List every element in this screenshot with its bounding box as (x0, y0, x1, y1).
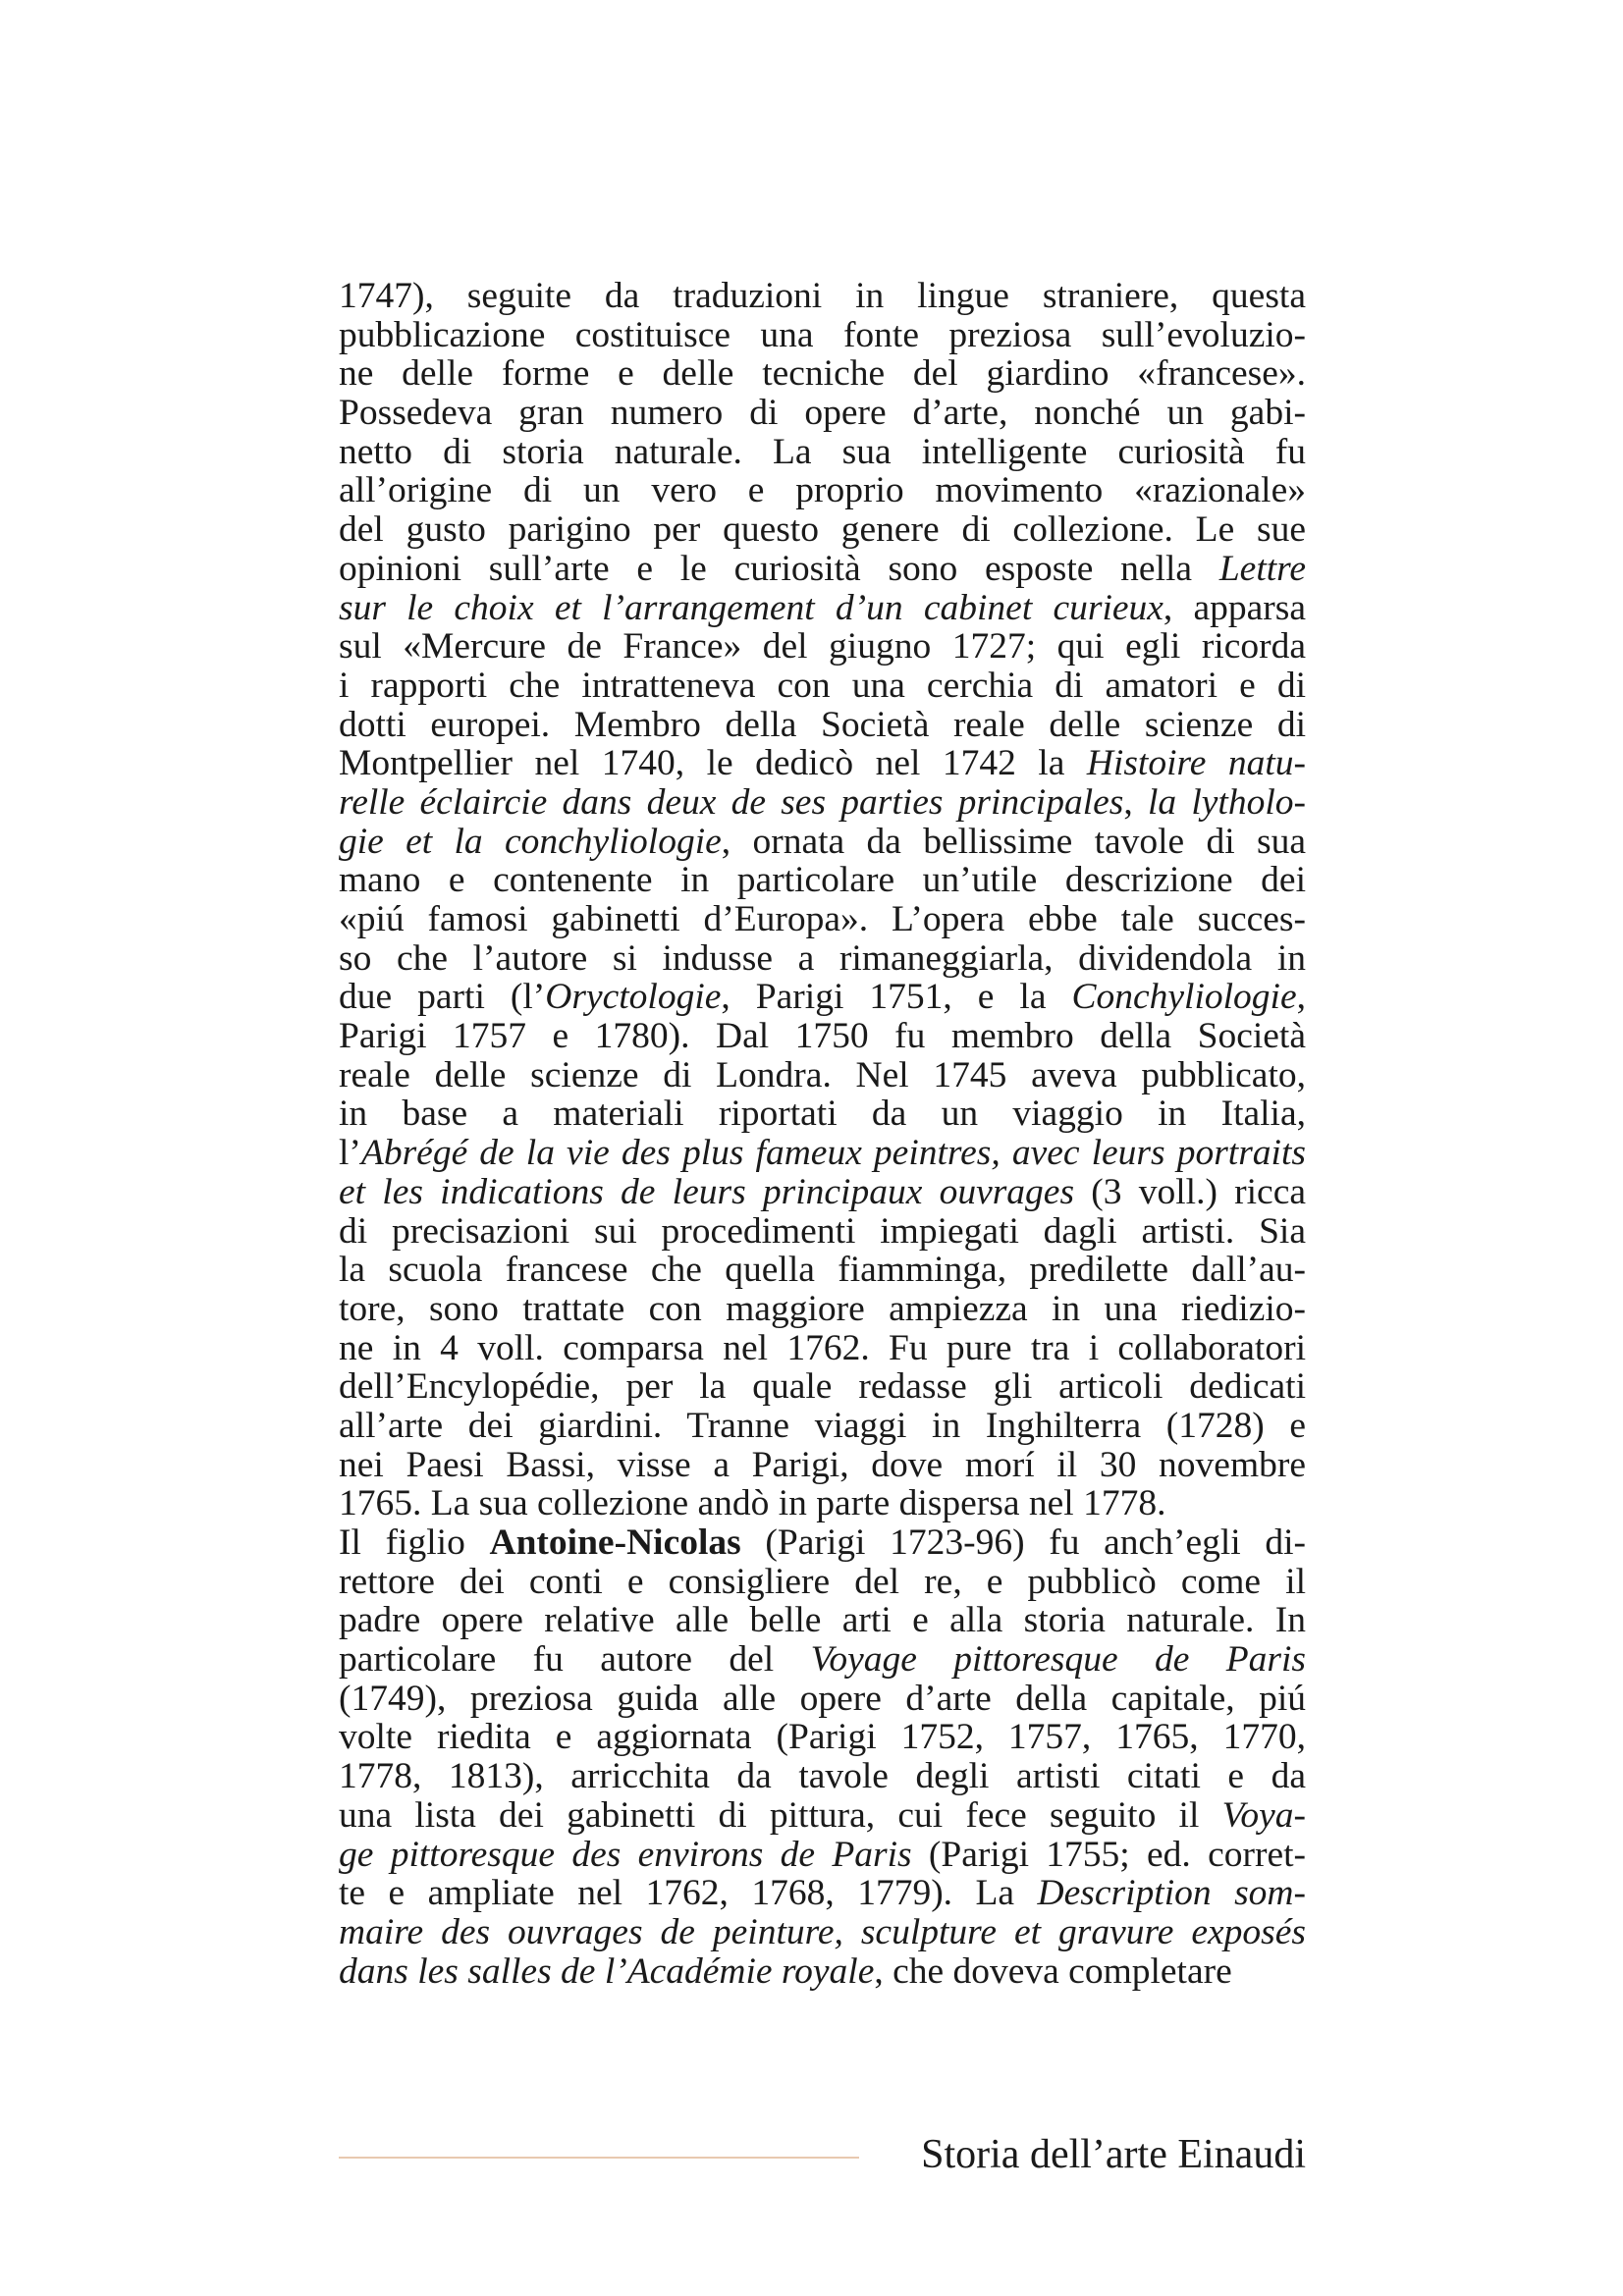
text-segment: (Parigi 1723-96) fu anch’egli di- (740, 1523, 1306, 1563)
text-line (339, 550, 1306, 589)
text-line (339, 1095, 1306, 1134)
text-line (339, 1134, 1306, 1173)
text-line (339, 783, 1306, 823)
italic-title: Conchyliologie (1071, 978, 1297, 1018)
text-segment: , (1123, 782, 1148, 823)
footer-rule (339, 2157, 859, 2159)
text-segment: nei Paesi Bassi, visse a Parigi, dove morí il 30 novembre (339, 1445, 1306, 1485)
text-segment: , che doveva completare (874, 1951, 1232, 1992)
text-line (339, 1757, 1306, 1796)
text-segment: te e ampliate nel 1762, 1768, 1779). La (339, 1874, 1038, 1913)
text-segment: 1747), seguite da traduzioni in lingue straniere, questa (339, 277, 1306, 316)
text-line (339, 1563, 1306, 1602)
body-text (339, 277, 1306, 1991)
text-line (339, 667, 1306, 706)
text-line (339, 394, 1306, 433)
text-segment: del gusto parigino per questo genere di collezione. Le sue (339, 510, 1306, 550)
text-line (339, 589, 1306, 628)
text-line (339, 1601, 1306, 1640)
text-line (339, 1680, 1306, 1719)
text-line (339, 978, 1306, 1017)
italic-title: Description som- (1037, 1874, 1306, 1913)
text-segment: ne delle forme e delle tecniche del giardino «francese». (339, 354, 1306, 395)
text-segment: i rapporti che intratteneva con una cerchia di amatori e di (339, 666, 1306, 706)
text-line (339, 1056, 1306, 1095)
text-segment: netto di storia naturale. La sua intelligente curiosità fu (339, 432, 1306, 472)
text-line (339, 900, 1306, 939)
italic-title: Abrégé de la vie des plus fameux peintres, avec leurs portraits (360, 1134, 1306, 1173)
text-line (339, 939, 1306, 979)
text-segment: Montpellier nel 1740, le dedicò nel 1742 la (339, 744, 1087, 783)
text-segment: «piú famosi gabinetti d’Europa». L’opera ebbe tale succes- (339, 900, 1306, 939)
text-line (339, 1718, 1306, 1757)
text-line (339, 1212, 1306, 1252)
text-line (339, 471, 1306, 510)
text-line (339, 1173, 1306, 1212)
text-line (339, 1874, 1306, 1913)
text-segment: (Parigi 1755; ed. corret- (911, 1835, 1306, 1875)
text-line (339, 1446, 1306, 1485)
text-line (339, 1407, 1306, 1446)
text-line (339, 861, 1306, 900)
text-segment: particolare fu autore del (339, 1640, 811, 1680)
text-segment: mano e contenente in particolare un’utile descrizione dei (339, 861, 1306, 900)
text-segment: volte riedita e aggiornata (Parigi 1752, 1757, 1765, 1770, (339, 1718, 1306, 1758)
text-line (339, 1523, 1306, 1563)
italic-title: Oryctologie (545, 978, 722, 1018)
page-footer (339, 2130, 1306, 2179)
text-segment: l’ (339, 1134, 361, 1173)
text-segment: la scuola francese che quella fiamminga, predilette dall’au- (339, 1251, 1306, 1290)
text-line (339, 1329, 1306, 1368)
italic-title: gie et la conchyliologie (339, 822, 722, 862)
text-segment: , Parigi 1751, e la (721, 978, 1072, 1018)
text-line (339, 744, 1306, 783)
text-segment: di precisazioni sui procedimenti impiegati dagli artisti. Sia (339, 1211, 1306, 1252)
text-line (339, 1484, 1306, 1523)
text-segment: pubblicazione costituisce una fonte preziosa sull’evoluzio- (339, 315, 1306, 355)
text-segment: dotti europei. Membro della Società reale delle scienze di (339, 705, 1306, 745)
italic-title: Voyage pittoresque de Paris (810, 1640, 1306, 1680)
text-line (339, 706, 1306, 745)
italic-title: Histoire natu- (1086, 744, 1306, 783)
footer-title: Storia dell’arte Einaudi (921, 2132, 1306, 2177)
text-line (339, 1796, 1306, 1836)
text-segment: sul «Mercure de France» del giugno 1727; qui egli ricorda (339, 627, 1306, 667)
text-segment: rettore dei conti e consigliere del re, e pubblicò come il (339, 1562, 1306, 1602)
text-segment: , (1296, 978, 1306, 1018)
bold-name: Antoine-Nicolas (489, 1523, 741, 1563)
text-segment: so che l’autore si indusse a rimaneggiarla, dividendola in (339, 938, 1306, 979)
italic-title: maire des ouvrages de peinture, sculpture et gravure exposés (339, 1912, 1306, 1952)
text-segment: ne in 4 voll. comparsa nel 1762. Fu pure tra i collaboratori (339, 1328, 1306, 1368)
text-segment: opinioni sull’arte e le curiosità sono esposte nella (339, 549, 1219, 589)
italic-title: sur le choix et l’arrangement d’un cabinet curieux (339, 588, 1163, 628)
text-line (339, 1913, 1306, 1952)
text-line (339, 316, 1306, 355)
text-line (339, 1836, 1306, 1875)
text-line (339, 354, 1306, 394)
text-line (339, 433, 1306, 472)
text-segment: due parti (l’ (339, 978, 546, 1018)
text-line (339, 1640, 1306, 1680)
text-segment: 1765. La sua collezione andò in parte dispersa nel 1778. (339, 1484, 1166, 1523)
text-line (339, 1251, 1306, 1290)
italic-title: dans les salles de l’Académie royale (339, 1951, 875, 1992)
text-segment: all’arte dei giardini. Tranne viaggi in Inghilterra (1728) e (339, 1406, 1306, 1446)
text-line (339, 1952, 1306, 1992)
text-segment: tore, sono trattate con maggiore ampiezza in una riedizio- (339, 1289, 1306, 1329)
text-segment: Il figlio (339, 1523, 490, 1563)
text-segment: padre opere relative alle belle arti e alla storia naturale. In (339, 1601, 1306, 1641)
text-segment: Possedeva gran numero di opere d’arte, nonché un gabi- (339, 394, 1306, 433)
text-line (339, 510, 1306, 550)
text-segment: reale delle scienze di Londra. Nel 1745 aveva pubblicato, (339, 1055, 1306, 1095)
text-segment: , ornata da bellissime tavole di sua (721, 822, 1306, 862)
text-line (339, 1290, 1306, 1329)
italic-title: ge pittoresque des environs de Paris (339, 1835, 912, 1875)
text-line (339, 1017, 1306, 1056)
text-line (339, 823, 1306, 862)
text-segment: Parigi 1757 e 1780). Dal 1750 fu membro della Società (339, 1017, 1306, 1056)
text-segment: (3 voll.) ricca (1074, 1172, 1306, 1212)
italic-title: et les indications de leurs principaux ouvrages (339, 1172, 1075, 1212)
text-segment: una lista dei gabinetti di pittura, cui fece seguito il (339, 1795, 1222, 1836)
text-line (339, 277, 1306, 316)
italic-title: Lettre (1218, 549, 1306, 589)
italic-title: la lytholo- (1147, 782, 1306, 823)
text-segment: dell’Encylopédie, per la quale redasse gli articoli dedicati (339, 1367, 1306, 1407)
text-segment: in base a materiali riportati da un viaggio in Italia, (339, 1095, 1306, 1135)
italic-title: relle éclaircie dans deux de ses parties principales (339, 782, 1124, 823)
italic-title: Voya- (1221, 1795, 1306, 1836)
text-line (339, 1367, 1306, 1407)
text-segment: (1749), preziosa guida alle opere d’arte della capitale, piú (339, 1679, 1306, 1719)
text-line (339, 627, 1306, 667)
text-segment: all’origine di un vero e proprio movimento «razionale» (339, 471, 1306, 511)
text-segment: , apparsa (1163, 588, 1306, 628)
text-segment: 1778, 1813), arricchita da tavole degli artisti citati e da (339, 1757, 1306, 1796)
